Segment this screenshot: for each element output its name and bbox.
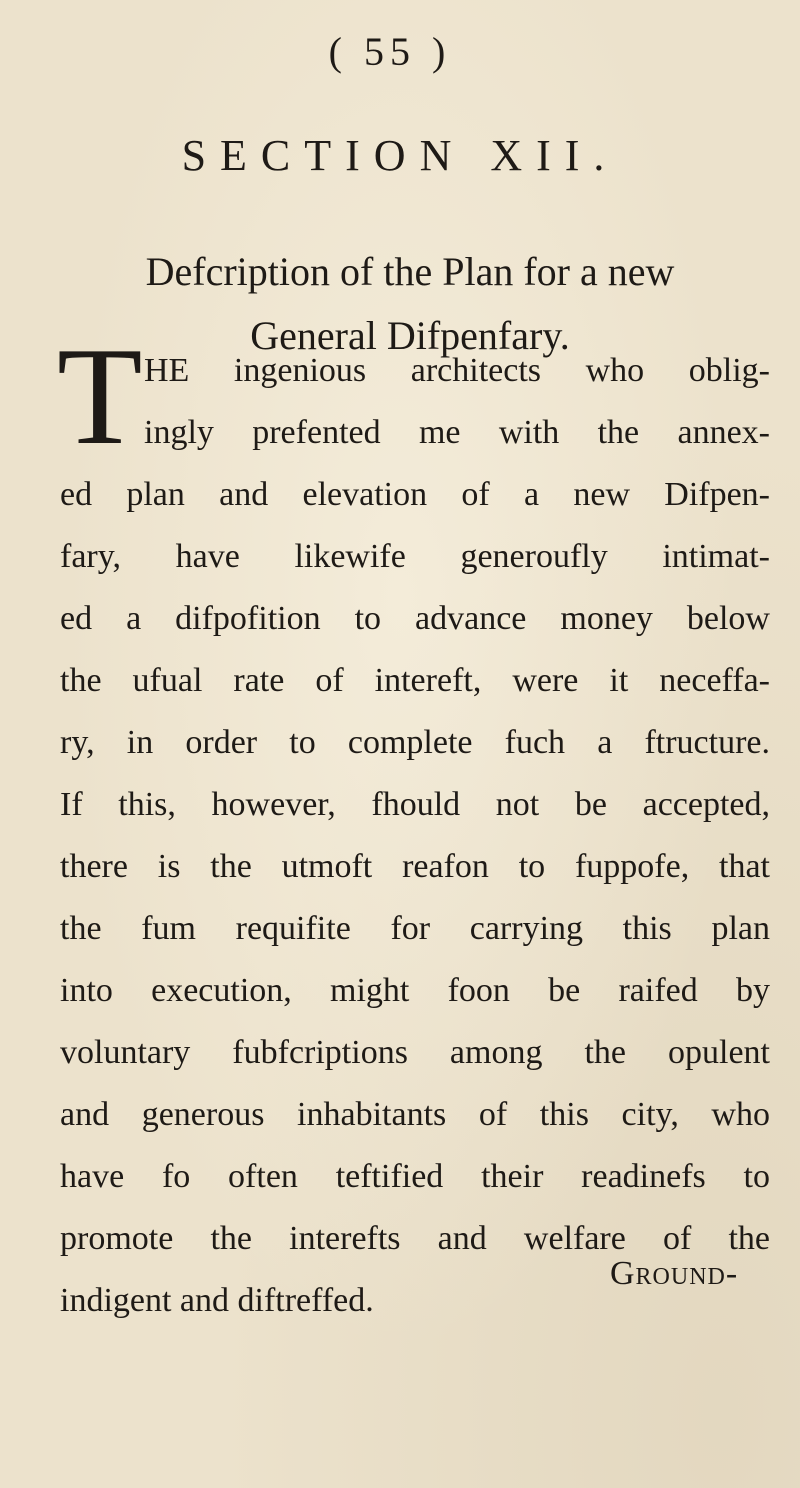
body-line: there is the utmoft reafon to fuppofe, that [60, 848, 770, 885]
body-line: HE ingenious architects who oblig- [144, 352, 770, 389]
body-line: ed plan and elevation of a new Difpen- [60, 476, 770, 513]
body-line: into execution, might foon be raifed by [60, 972, 770, 1009]
body-line: If this, however, fhould not be accepted, [60, 786, 770, 823]
body-line: indigent and diftreffed. [60, 1282, 374, 1319]
body-line: the fum requifite for carrying this plan [60, 910, 770, 947]
section-heading: SECTION XII. [181, 131, 619, 180]
body-line: voluntary fubfcriptions among the opulent [60, 1034, 770, 1071]
body-line: ry, in order to complete fuch a ftructure. [60, 724, 770, 761]
body-line: and generous inhabitants of this city, who [60, 1096, 770, 1133]
body-line: the ufual rate of intereft, were it neceffa- [60, 662, 770, 699]
catchword: Ground- [610, 1255, 739, 1292]
body-line: promote the interefts and welfare of the [60, 1220, 770, 1257]
body-line: have fo often teftified their readinefs to [60, 1158, 770, 1195]
drop-cap: T [57, 319, 143, 474]
page-number: ( 55 ) [328, 29, 452, 74]
subtitle-line: General Difpenfary. [250, 313, 570, 358]
body-line: ed a difpofition to advance money below [60, 600, 770, 637]
body-line: fary, have likewife generoufly intimat- [60, 538, 770, 575]
body-line: ingly prefented me with the annex- [144, 414, 770, 451]
subtitle-line: Defcription of the Plan for a new [145, 249, 675, 294]
